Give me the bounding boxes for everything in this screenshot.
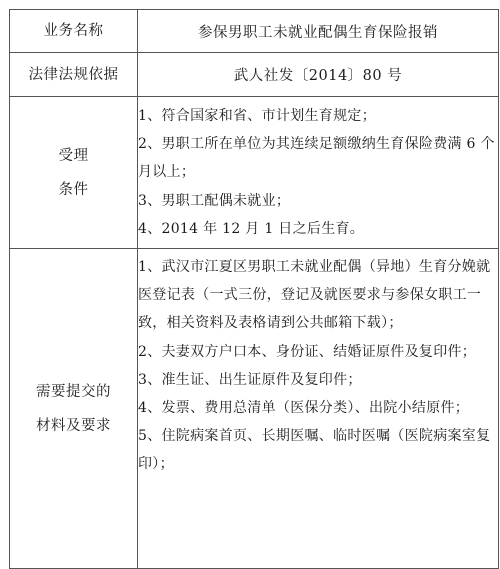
list-item: 3、男职工配偶未就业； <box>138 192 291 209</box>
list-item: 2、夫妻双方户口本、身份证、结婚证原件及复印件； <box>138 343 477 360</box>
list-item: 5、住院病案首页、长期医嘱、临时医嘱（医院病案室复印）； <box>138 428 491 473</box>
business-name-label: 业务名称 <box>10 10 138 53</box>
list-item: 1、武汉市江夏区男职工未就业配偶（异地）生育分娩就医登记表（一式三份，登记及就医要求与参保女职工一致，相关资料及表格请到公共邮箱下载）； <box>138 259 491 332</box>
table-row <box>10 53 499 97</box>
materials-label-line1: 需要提交的 <box>36 383 111 400</box>
legal-basis-value: 武人社发〔2014〕80 号 <box>138 53 499 97</box>
legal-basis-label: 法律法规依据 <box>10 53 138 97</box>
list-item: 1、符合国家和省、市计划生育规定； <box>138 107 377 124</box>
conditions-label-line2: 条件 <box>58 181 89 198</box>
document-page <box>9 9 498 569</box>
table-row <box>10 10 499 53</box>
list-item: 2、男职工所在单位为其连续足额缴纳生育保险费满 6 个月以上； <box>138 136 495 181</box>
table-row <box>10 97 499 249</box>
conditions-label-line1: 受理 <box>58 147 89 164</box>
materials-label-line2: 材料及要求 <box>36 417 111 434</box>
list-item: 4、发票、费用总清单（医保分类）、出院小结原件； <box>138 400 470 417</box>
materials-label <box>10 249 138 569</box>
business-info-table <box>9 9 499 569</box>
list-item: 4、2014 年 12 月 1 日之后生育。 <box>138 220 365 237</box>
business-name-value: 参保男职工未就业配偶生育保险报销 <box>138 10 499 53</box>
materials-list <box>138 249 499 569</box>
table-row <box>10 249 499 569</box>
conditions-list <box>138 97 499 249</box>
list-item: 3、准生证、出生证原件及复印件； <box>138 371 362 388</box>
conditions-label <box>10 97 138 249</box>
